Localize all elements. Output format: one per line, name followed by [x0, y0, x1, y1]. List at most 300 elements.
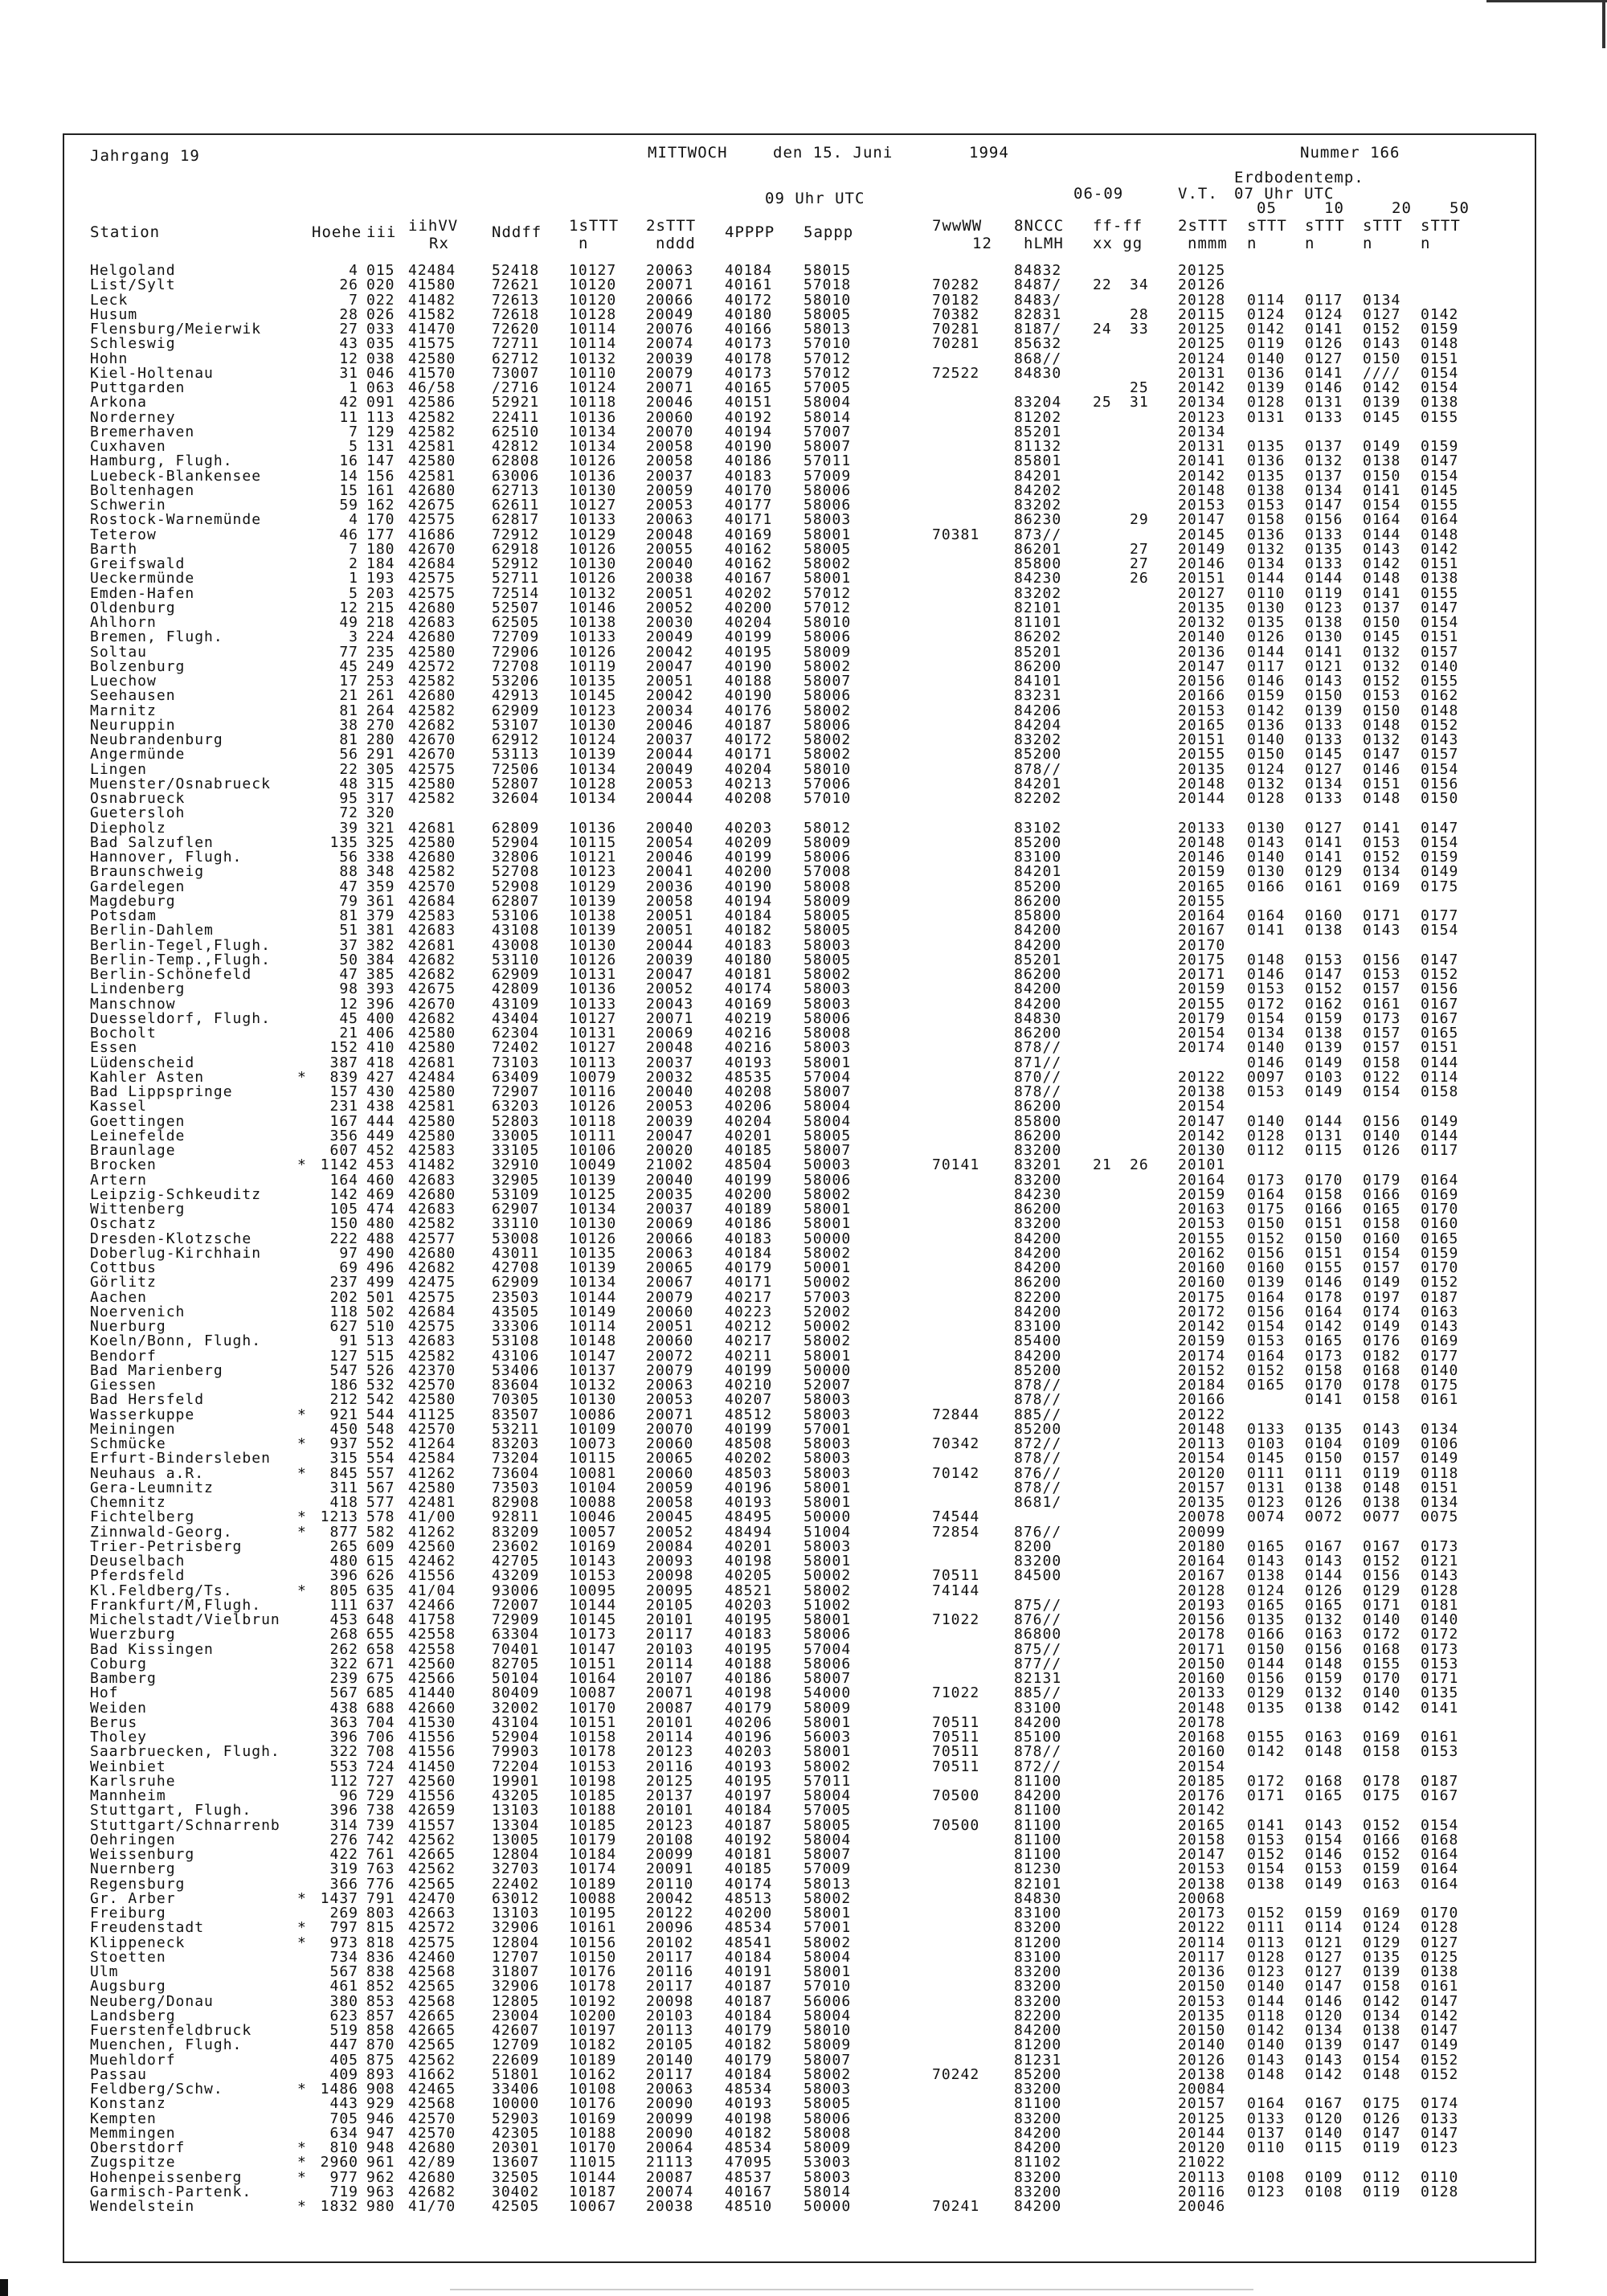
station-name: Soltau	[90, 643, 148, 661]
table-row	[0, 2053, 1607, 2068]
nddff: 63012	[492, 1889, 540, 1907]
nddff: 63006	[492, 467, 540, 485]
1sttt: 10127	[569, 1009, 617, 1027]
hoehe: 409	[329, 2065, 358, 2083]
earth-05: 0144	[1247, 1655, 1286, 1672]
8nccc: 83200	[1014, 1978, 1062, 1995]
nddff: 12804	[492, 1934, 540, 1951]
8nccc: 8200	[1014, 1537, 1053, 1555]
earth-20: 0126	[1363, 2110, 1401, 2127]
earth-10: 0132	[1305, 1611, 1343, 1628]
2sttt-vt: 20162	[1178, 1244, 1226, 1262]
2sttt-vt: 20142	[1178, 1127, 1226, 1144]
iihvv: 42670	[408, 540, 456, 558]
7wwww: 71022	[932, 1684, 980, 1702]
earth-05: 0110	[1247, 2139, 1286, 2156]
4pppp: 40181	[725, 966, 773, 983]
col-1sttt: 1sTTT n	[569, 217, 619, 252]
earth-10: 0138	[1305, 1479, 1343, 1496]
iii: 317	[366, 790, 395, 807]
earth-10: 0146	[1305, 1274, 1343, 1291]
2sttt: 20098	[646, 1992, 694, 2010]
station-name: Saarbruecken, Flugh.	[90, 1743, 280, 1761]
hoehe: 977	[329, 2168, 358, 2186]
col-5appp: 5appp	[804, 223, 854, 241]
8nccc: 84200	[1014, 995, 1062, 1013]
iii: 033	[366, 321, 395, 338]
5appp: 58010	[804, 614, 852, 631]
8nccc: 84200	[1014, 1244, 1062, 1262]
hoehe: 805	[329, 1582, 358, 1599]
4pppp: 40192	[725, 1831, 773, 1848]
hoehe: 81	[339, 731, 358, 748]
earth-05: 0140	[1247, 350, 1286, 367]
1sttt: 10130	[569, 555, 617, 572]
1sttt: 10188	[569, 2124, 617, 2142]
8nccc: 82200	[1014, 2007, 1062, 2024]
earth-10: 0115	[1305, 1142, 1343, 1159]
nddff: 43011	[492, 1244, 540, 1262]
table-row	[0, 1275, 1607, 1290]
5appp: 58002	[804, 2065, 852, 2083]
nddff: 13005	[492, 1831, 540, 1848]
station-name: Nuernberg	[90, 1860, 176, 1878]
5appp: 50003	[804, 1156, 852, 1174]
earth-05: 0140	[1247, 1978, 1286, 1995]
1sttt: 10133	[569, 511, 617, 529]
5appp: 58001	[804, 1713, 852, 1731]
5appp: 58009	[804, 1699, 852, 1717]
station-name: Neuberg/Donau	[90, 1992, 214, 2010]
earth-20: 0173	[1363, 1009, 1401, 1027]
2sttt-vt: 20193	[1178, 1596, 1226, 1614]
hoehe: 1213	[320, 1508, 358, 1526]
2sttt: 20058	[646, 1494, 694, 1511]
earth-05: 0117	[1247, 657, 1286, 675]
iii: 325	[366, 833, 395, 851]
hoehe: 142	[329, 1185, 358, 1203]
5appp: 58002	[804, 1332, 852, 1350]
nddff: 32002	[492, 1699, 540, 1717]
ff-gust: 27	[1130, 555, 1149, 572]
2sttt: 20053	[646, 497, 694, 514]
iii: 739	[366, 1816, 395, 1834]
2sttt-vt: 20120	[1178, 2139, 1226, 2156]
table-row	[0, 806, 1607, 821]
table-row	[0, 1760, 1607, 1774]
iihvv: 41125	[408, 1406, 456, 1423]
4pppp: 40219	[725, 1009, 773, 1027]
table-row	[0, 1173, 1607, 1188]
nddff: 72620	[492, 321, 540, 338]
station-name: Luechow	[90, 673, 157, 690]
earth-10: 0114	[1305, 1919, 1343, 1937]
iii: 852	[366, 1978, 395, 1995]
1sttt: 10086	[569, 1406, 617, 1423]
iihvv: 41758	[408, 1611, 456, 1628]
2sttt-vt: 20155	[1178, 746, 1226, 763]
iihvv: 42682	[408, 1009, 456, 1027]
earth-10: 0127	[1305, 1948, 1343, 1966]
earth-10: 0150	[1305, 687, 1343, 705]
5appp: 57004	[804, 1640, 852, 1658]
earth-10: 0134	[1305, 2022, 1343, 2039]
hoehe: 56	[339, 849, 358, 866]
iihvv: 41440	[408, 1684, 456, 1702]
station-name: Goettingen	[90, 1112, 186, 1130]
iihvv: 42562	[408, 1860, 456, 1878]
station-name: Flensburg/Meierwik	[90, 321, 262, 338]
station-name: Dresden-Klotzsche	[90, 1230, 252, 1247]
station-name: Bamberg	[90, 1670, 157, 1687]
5appp: 58001	[804, 1347, 852, 1365]
5appp: 58009	[804, 833, 852, 851]
earth-20: 0148	[1363, 570, 1401, 587]
earth-50: 0155	[1421, 584, 1459, 602]
earth-50: 0181	[1421, 1596, 1459, 1614]
station-name: Neuhaus a.R.	[90, 1464, 205, 1482]
earth-10: 0159	[1305, 1670, 1343, 1687]
1sttt: 10128	[569, 305, 617, 323]
nddff: 19901	[492, 1772, 540, 1790]
earth-20: 0147	[1363, 2124, 1401, 2142]
4pppp: 40199	[725, 849, 773, 866]
iihvv: 42580	[408, 833, 456, 851]
8nccc: 871//	[1014, 1054, 1062, 1071]
2sttt-vt: 20148	[1178, 833, 1226, 851]
iihvv: 42684	[408, 555, 456, 572]
8nccc: 81100	[1014, 1846, 1062, 1863]
1sttt: 10131	[569, 1025, 617, 1042]
earth-20: 0144	[1363, 526, 1401, 543]
nddff: 43109	[492, 995, 540, 1013]
earth-10: 0111	[1305, 1464, 1343, 1482]
4pppp: 40209	[725, 833, 773, 851]
iii: 838	[366, 1963, 395, 1980]
5appp: 58006	[804, 2110, 852, 2127]
earth-50: 0161	[1421, 1391, 1459, 1409]
earth-05: 0135	[1247, 614, 1286, 631]
iii: 648	[366, 1611, 395, 1628]
2sttt: 20060	[646, 1435, 694, 1452]
station-name: Schleswig	[90, 335, 176, 353]
5appp: 58002	[804, 966, 852, 983]
8nccc: 85800	[1014, 555, 1062, 572]
iihvv: 42575	[408, 1318, 456, 1335]
earth-50: 0118	[1421, 1464, 1459, 1482]
8nccc: 84200	[1014, 2022, 1062, 2039]
8nccc: 872//	[1014, 1435, 1062, 1452]
5appp: 58004	[804, 1112, 852, 1130]
iii: 147	[366, 452, 395, 470]
4pppp: 40167	[725, 570, 773, 587]
7wwww: 70342	[932, 1435, 980, 1452]
1sttt: 10118	[569, 1112, 617, 1130]
1sttt: 10079	[569, 1068, 617, 1086]
hoehe: 1	[349, 379, 358, 396]
earth-10: 0119	[1305, 584, 1343, 602]
8nccc: 86200	[1014, 1274, 1062, 1291]
5appp: 57012	[804, 364, 852, 382]
hoehe: 56	[339, 746, 358, 763]
station-name: Hamburg, Flugh.	[90, 452, 233, 470]
4pppp: 48508	[725, 1435, 773, 1452]
hoehe: 15	[339, 481, 358, 499]
1sttt: 10119	[569, 657, 617, 675]
earth-10: 0103	[1305, 1068, 1343, 1086]
earth-10: 0109	[1305, 2168, 1343, 2186]
nddff: 43209	[492, 1567, 540, 1585]
earth-10: 0142	[1305, 1318, 1343, 1335]
2sttt: 20052	[646, 599, 694, 616]
2sttt: 20044	[646, 936, 694, 954]
earth-50: 0151	[1421, 555, 1459, 572]
4pppp: 40193	[725, 1494, 773, 1511]
iihvv: 42581	[408, 1098, 456, 1115]
2sttt-vt: 20165	[1178, 716, 1226, 734]
table-row	[0, 997, 1607, 1012]
earth-10: 0138	[1305, 1699, 1343, 1717]
iii: 385	[366, 966, 395, 983]
earth-10: 0127	[1305, 350, 1343, 367]
nddff: 52803	[492, 1112, 540, 1130]
iihvv: 41/00	[408, 1508, 456, 1526]
station-name: Neubrandenburg	[90, 731, 223, 748]
8nccc: 84200	[1014, 922, 1062, 939]
8nccc: 84200	[1014, 1713, 1062, 1731]
earth-50: 0151	[1421, 1039, 1459, 1057]
hoehe: 356	[329, 1127, 358, 1144]
1sttt: 10133	[569, 628, 617, 646]
hoehe: 319	[329, 1860, 358, 1878]
earth-20: 0175	[1363, 2095, 1401, 2113]
iii: 177	[366, 526, 395, 543]
earth-50: 0187	[1421, 1288, 1459, 1306]
earth-05: 0126	[1247, 628, 1286, 646]
earth-50: 0161	[1421, 1978, 1459, 1995]
station-name: Memmingen	[90, 2124, 176, 2142]
8nccc: 81101	[1014, 614, 1062, 631]
2sttt: 20048	[646, 526, 694, 543]
iihvv: 42560	[408, 1772, 456, 1790]
earth-50: 0160	[1421, 1215, 1459, 1233]
station-name: Potsdam	[90, 907, 157, 924]
1sttt: 10130	[569, 936, 617, 954]
iii: 063	[366, 379, 395, 396]
earth-10: 0170	[1305, 1171, 1343, 1189]
earth-10: 0132	[1305, 452, 1343, 470]
iii: 557	[366, 1464, 395, 1482]
1sttt: 10130	[569, 481, 617, 499]
hoehe: 127	[329, 1347, 358, 1365]
2sttt-vt: 20148	[1178, 775, 1226, 792]
8nccc: 86200	[1014, 966, 1062, 983]
4pppp: 40169	[725, 526, 773, 543]
4pppp: 40179	[725, 1699, 773, 1717]
iii: 129	[366, 423, 395, 440]
earth-05: 0130	[1247, 863, 1286, 881]
iii: 836	[366, 1948, 395, 1966]
iii: 947	[366, 2124, 395, 2142]
nddff: 62817	[492, 511, 540, 529]
nddff: 30402	[492, 2183, 540, 2200]
8nccc: 81100	[1014, 2095, 1062, 2113]
7wwww: 70382	[932, 305, 980, 323]
iii: 502	[366, 1303, 395, 1320]
2sttt-vt: 20175	[1178, 951, 1226, 968]
2sttt: 20037	[646, 1201, 694, 1218]
8nccc: 868//	[1014, 350, 1062, 367]
earth-50: 0170	[1421, 1905, 1459, 1922]
4pppp: 40183	[725, 1230, 773, 1247]
2sttt: 20039	[646, 350, 694, 367]
hoehe: 222	[329, 1230, 358, 1247]
nddff: 52903	[492, 2110, 540, 2127]
earth-05: 0128	[1247, 1948, 1286, 1966]
2sttt-vt: 20147	[1178, 657, 1226, 675]
2sttt: 20055	[646, 540, 694, 558]
iihvv: 41582	[408, 305, 456, 323]
mountain-mark: *	[297, 1582, 307, 1599]
hoehe: 39	[339, 819, 358, 837]
nddff: 32604	[492, 790, 540, 807]
8nccc: 84204	[1014, 716, 1062, 734]
8nccc: 878//	[1014, 1039, 1062, 1057]
earth-50: 0149	[1421, 1112, 1459, 1130]
earth-05: 0114	[1247, 291, 1286, 309]
table-row	[0, 1803, 1607, 1818]
iii: 742	[366, 1831, 395, 1848]
station-name: Lüdenscheid	[90, 1054, 195, 1071]
1sttt: 10185	[569, 1816, 617, 1834]
1sttt: 10173	[569, 1626, 617, 1643]
earth-05: 0097	[1247, 1068, 1286, 1086]
1sttt: 10120	[569, 291, 617, 309]
hoehe: 239	[329, 1670, 358, 1687]
4pppp: 40187	[725, 1816, 773, 1834]
1sttt: 10151	[569, 1655, 617, 1672]
earth-50: 0152	[1421, 716, 1459, 734]
8nccc: 83200	[1014, 1963, 1062, 1980]
iihvv: 42582	[408, 1215, 456, 1233]
hoehe: 627	[329, 1318, 358, 1335]
7wwww: 70511	[932, 1713, 980, 1731]
2sttt-vt: 20122	[1178, 1919, 1226, 1937]
table-row	[0, 747, 1607, 762]
iii: 393	[366, 980, 395, 998]
iihvv: 42465	[408, 2081, 456, 2098]
earth-20: 0150	[1363, 702, 1401, 719]
7wwww: 70142	[932, 1464, 980, 1482]
hoehe: 111	[329, 1596, 358, 1614]
earth-50: 0169	[1421, 1332, 1459, 1350]
nddff: 52904	[492, 1729, 540, 1746]
2sttt-vt: 20126	[1178, 2051, 1226, 2069]
earth-50: 0158	[1421, 1083, 1459, 1100]
2sttt: 20125	[646, 1772, 694, 1790]
8nccc: 84206	[1014, 702, 1062, 719]
table-row	[0, 1393, 1607, 1407]
nddff: 62918	[492, 540, 540, 558]
iii: 685	[366, 1684, 395, 1702]
5appp: 50000	[804, 1508, 852, 1526]
8nccc: 83100	[1014, 1318, 1062, 1335]
iihvv: 41570	[408, 364, 456, 382]
station-name: Arkona	[90, 394, 148, 411]
2sttt: 20063	[646, 1244, 694, 1262]
8nccc: 83231	[1014, 687, 1062, 705]
1sttt: 10176	[569, 1963, 617, 1980]
5appp: 58003	[804, 1537, 852, 1555]
hoehe: 95	[339, 790, 358, 807]
earth-05: 0130	[1247, 819, 1286, 837]
iihvv: 41556	[408, 1567, 456, 1585]
earth-50: 0164	[1421, 1875, 1459, 1893]
earth-05: 0173	[1247, 1171, 1286, 1189]
2sttt: 20038	[646, 2198, 694, 2215]
5appp: 58003	[804, 1435, 852, 1452]
2sttt: 20095	[646, 1582, 694, 1599]
2sttt-vt: 20125	[1178, 321, 1226, 338]
4pppp: 40213	[725, 775, 773, 792]
nddff: 53211	[492, 1420, 540, 1438]
issue-number: Nummer 166	[1300, 144, 1401, 162]
earth-10: 0173	[1305, 1347, 1343, 1365]
iihvv: 42558	[408, 1640, 456, 1658]
8nccc: 875//	[1014, 1596, 1062, 1614]
earth-05: 0155	[1247, 1729, 1286, 1746]
mountain-mark: *	[297, 2081, 307, 2098]
earth-20: 0178	[1363, 1772, 1401, 1790]
station-name: Muenchen, Flugh.	[90, 2036, 243, 2054]
station-name: Berlin-Schönefeld	[90, 966, 252, 983]
2sttt-vt: 20175	[1178, 1288, 1226, 1306]
8nccc: 876//	[1014, 1611, 1062, 1628]
iihvv: 41470	[408, 321, 456, 338]
2sttt: 20046	[646, 394, 694, 411]
8nccc: 84201	[1014, 863, 1062, 881]
earth-05: 0144	[1247, 570, 1286, 587]
earth-20: 0153	[1363, 833, 1401, 851]
table-row	[0, 645, 1607, 660]
nddff: 62909	[492, 966, 540, 983]
4pppp: 40176	[725, 702, 773, 719]
4pppp: 40199	[725, 1171, 773, 1189]
earth-10: 0139	[1305, 1039, 1343, 1057]
1sttt: 10134	[569, 790, 617, 807]
2sttt: 20040	[646, 1083, 694, 1100]
iii: 193	[366, 570, 395, 587]
hoehe: 422	[329, 1846, 358, 1863]
hoehe: 1142	[320, 1156, 358, 1174]
earth-20: 0148	[1363, 2065, 1401, 2083]
iihvv: 42558	[408, 1626, 456, 1643]
5appp: 58009	[804, 2036, 852, 2054]
5appp: 58002	[804, 1934, 852, 1951]
iihvv: 42565	[408, 1978, 456, 1995]
earth-10: 0144	[1305, 1567, 1343, 1585]
station-name: Bad Lippspringe	[90, 1083, 233, 1100]
table-row	[0, 1640, 1607, 1658]
earth-20: 0139	[1363, 1963, 1401, 1980]
iihvv: 42675	[408, 980, 456, 998]
earth-20: 0152	[1363, 321, 1401, 338]
earth-20: 0152	[1363, 1553, 1401, 1570]
station-name: Kempten	[90, 2110, 157, 2127]
2sttt-vt: 20144	[1178, 2124, 1226, 2142]
earth-05: 0153	[1247, 1831, 1286, 1848]
earth-10: 0134	[1305, 481, 1343, 499]
